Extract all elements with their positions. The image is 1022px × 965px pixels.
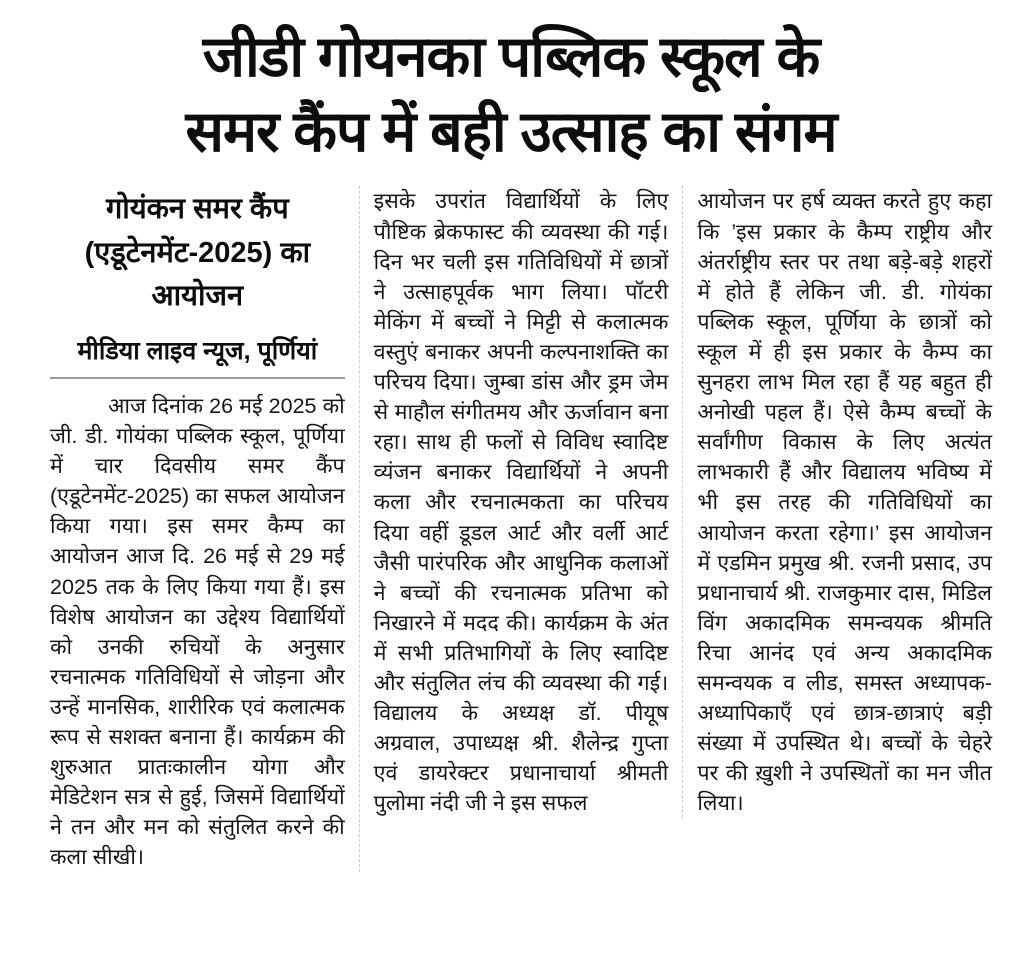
column-3-body-text: आयोजन पर हर्ष व्यक्त करते हुए कहा कि ’इस प्रकार के कैम्प राष्ट्रीय और अंतर्राष्ट्रीय स्तर पर तथा बड़े-बड़े शहरों में होते हैं लेकिन जी. डी. गोयंका पब्लिक स्कूल, पूर्णिया के छात्रों को स्कूल में ही इस प्रकार के कैम्प का सुनहरा लाभ मिल रहा हैं यह बहुत ही अनोखी पहल हैं। ऐसे कैम्प बच्चों के सर्वांगीण विकास के लिए अत्यंत लाभकारी हैं और विद्यालय भविष्य में भी इस तरह की गतिविधियों का आयोजन करता रहेगा।’ इस आयोजन में एडमिन प्रमुख श्री. रजनी प्रसाद, उप प्रधानाचार्य श्री. राजकुमार दास, मिडिल विंग अकादमिक समन्वयक श्रीमति रिचा आनंद एवं अन्य अकादमिक समन्वयक व लीड, समस्त अध्यापक-अध्यापिकाएँ एवं छात्र-छात्राएं बड़ी संख्या में उपस्थित थे। बच्चों के चेहरे पर की ख़ुशी ने उपस्थितों का मन जीत लिया।: [697, 189, 993, 816]
subheadline-line-1: गोयंकन समर कैंप: [105, 193, 289, 226]
headline-line-2: समर कैंप में बही उत्साह का संगम: [185, 100, 837, 165]
subheadline-line-3: आयोजन: [151, 280, 244, 313]
byline: मीडिया लाइव न्यूज, पूर्णियां: [77, 336, 318, 365]
column-1: [50, 186, 360, 872]
article-subheadline: [56, 188, 339, 319]
article-headline: [40, 20, 982, 170]
headline-line-1: जीडी गोयनका पब्लिक स्कूल के: [202, 25, 820, 89]
byline-divider-rule: [50, 377, 345, 379]
column-2-body-text: इसके उपरांत विद्यार्थियों के लिए पौष्टिक ब्रेकफास्ट की व्यवस्था की गई। दिन भर चली इस गतिविधियों में छात्रों ने उत्साहपूर्वक भाग लिया। पॉटरी मेकिंग में बच्चों ने मिट्टी से कलात्मक वस्तुएं बनाकर अपनी कल्पनाशक्ति का परिचय दिया। जुम्बा डांस और ड्रम जेम से माहौल संगीतमय और ऊर्जावान बना रहा। साथ ही फलों से विविध स्वादिष्ट व्यंजन बनाकर विद्यार्थियों ने अपनी कला और रचनात्मकता का परिचय दिया वहीं डूडल आर्ट और वर्ली आर्ट जैसी पारंपरिक और आधुनिक कलाओं ने बच्चों की रचनात्मक प्रतिभा को निखारने में मदद की। कार्यक्रम के अंत में सभी प्रतिभागियों के लिए स्वादिष्ट और संतुलित लंच की व्यवस्था की गई। विद्यालय के अध्यक्ष डॉ. पीयूष अग्रवाल, उपाध्यक्ष श्री. शैलेन्द्र गुप्ता एवं डायरेक्टर प्रधानाचार्या श्रीमती पुलोमा नंदी जी ने इस सफल: [373, 189, 669, 816]
article-columns: [50, 186, 992, 872]
subheadline-line-2: (एडूटेनमेंट-2025) का: [84, 236, 311, 269]
column-2: [360, 186, 684, 818]
column-1-body-text: आज दिनांक 26 मई 2025 को जी. डी. गोयंका पब्लिक स्कूल, पूर्णिया में चार दिवसीय समर कैंप (एडूटेनमेंट-2025) का सफल आयोजन किया गया। इस समर कैम्प का आयोजन आज दि. 26 मई से 29 मई 2025 तक के लिए किया गया हैं। इस विशेष आयोजन का उद्देश्य विद्यार्थियों को उनकी रुचियों के अनुसार रचनात्मक गतिविधियों से जोड़ना और उन्हें मानसिक, शारीरिक एवं कलात्मक रूप से सशक्त बनाना हैं। कार्यक्रम की शुरुआत प्रातःकालीन योगा और मेडिटेशन सत्र से हुई, जिसमें विद्यार्थियों ने तन और मन को संतुलित करने की कला सीखी।: [50, 393, 345, 870]
column-3: [683, 186, 992, 818]
